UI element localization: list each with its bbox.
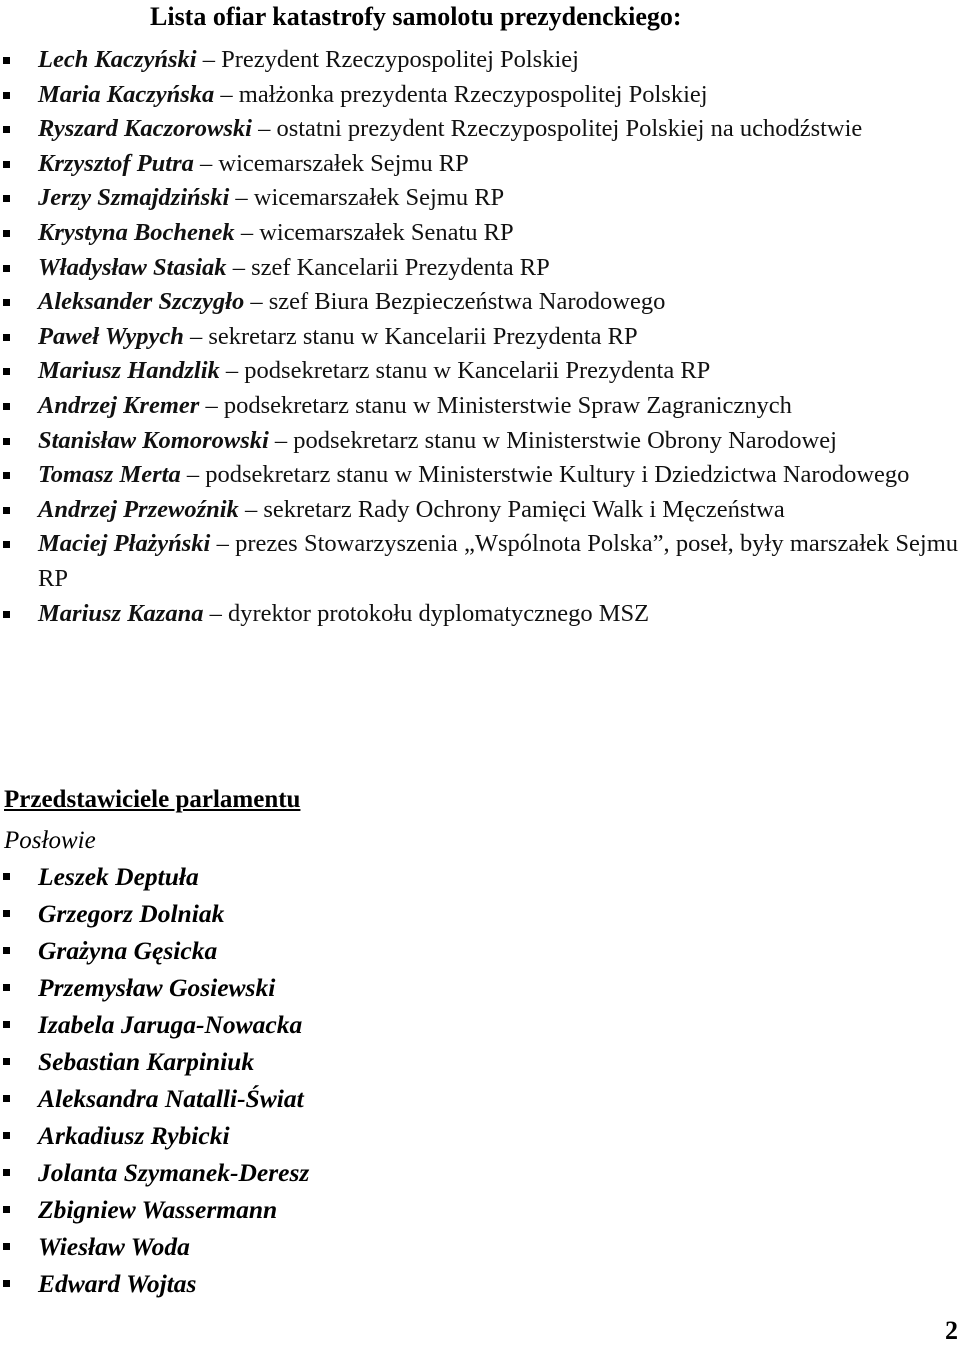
list-item <box>0 354 960 389</box>
list-item <box>0 458 960 493</box>
deputy-name: Jolanta Szymanek-Deresz <box>38 1158 310 1187</box>
deputy-name: Przemysław Gosiewski <box>38 973 276 1002</box>
deputy-name: Wiesław Woda <box>38 1232 190 1261</box>
deputy-name: Aleksandra Natalli-Świat <box>38 1084 304 1113</box>
square-bullet-icon <box>3 161 10 168</box>
dash-separator: – <box>189 322 203 350</box>
list-item <box>0 43 960 78</box>
deputy-name: Grzegorz Dolniak <box>38 899 225 928</box>
deputy-name: Sebastian Karpiniuk <box>38 1047 255 1076</box>
square-bullet-icon <box>3 230 10 237</box>
victim-role: podsekretarz stanu w Ministerstwie Kultury i Dziedzictwa Narodowego <box>205 461 910 489</box>
square-bullet-icon <box>3 873 10 880</box>
victim-name: Jerzy Szmajdziński <box>38 184 230 212</box>
square-bullet-icon <box>3 1280 10 1287</box>
victim-role: ostatni prezydent Rzeczypospolitej Polskiej na uchodźstwie <box>276 115 863 143</box>
dash-separator: – <box>235 184 248 212</box>
list-item <box>0 251 960 286</box>
square-bullet-icon <box>3 126 10 133</box>
victim-role: prezes Stowarzyszenia „Wspólnota Polska”, poseł, były marszałek Sejmu RP <box>38 530 959 592</box>
victim-name: Krzysztof Putra <box>38 149 194 177</box>
list-item <box>0 147 960 182</box>
dash-separator: – <box>274 426 288 454</box>
dash-separator: – <box>240 218 254 246</box>
square-bullet-icon <box>3 984 10 991</box>
dash-separator: – <box>202 46 215 73</box>
list-item <box>0 424 960 459</box>
victim-role: małżonka prezydenta Rzeczypospolitej Polskiej <box>238 80 708 108</box>
deputy-name: Leszek Deptuła <box>38 862 199 891</box>
dash-separator: – <box>216 530 229 558</box>
dash-separator: – <box>225 357 239 385</box>
victim-name: Tomasz Merta <box>38 461 181 489</box>
victim-role: szef Biura Bezpieczeństwa Narodowego <box>268 288 666 316</box>
dash-separator: – <box>244 495 258 523</box>
deputy-name: Edward Wojtas <box>38 1269 197 1298</box>
victim-role: Prezydent Rzeczypospolitej Polskiej <box>221 46 579 73</box>
list-item <box>0 181 960 216</box>
list-item <box>0 1043 960 1080</box>
square-bullet-icon <box>3 1206 10 1213</box>
victim-name: Stanisław Komorowski <box>38 426 269 454</box>
victim-name: Ryszard Kaczorowski <box>38 115 252 143</box>
list-item <box>0 112 960 147</box>
square-bullet-icon <box>3 368 10 375</box>
victim-role: dyrektor protokołu dyplomatycznego MSZ <box>227 599 650 627</box>
victim-name: Mariusz Handzlik <box>38 357 220 385</box>
square-bullet-icon <box>3 1243 10 1250</box>
square-bullet-icon <box>3 472 10 479</box>
square-bullet-icon <box>3 947 10 954</box>
list-item <box>0 1117 960 1154</box>
victim-name: Andrzej Kremer <box>38 391 200 419</box>
list-item <box>0 1154 960 1191</box>
list-item <box>0 493 960 528</box>
victim-name: Aleksander Szczygło <box>38 288 245 316</box>
page-title: Lista ofiar katastrofy samolotu prezydenckiego: <box>150 2 682 31</box>
victim-name: Lech Kaczyński <box>38 46 197 73</box>
parliament-section-heading: Przedstawiciele parlamentu <box>4 786 301 813</box>
dash-separator: – <box>220 80 233 108</box>
square-bullet-icon <box>3 57 10 64</box>
dash-separator: – <box>186 461 200 489</box>
list-item <box>0 1228 960 1265</box>
square-bullet-icon <box>3 1169 10 1176</box>
square-bullet-icon <box>3 265 10 272</box>
deputy-name: Izabela Jaruga-Nowacka <box>38 1010 303 1039</box>
list-item <box>0 78 960 113</box>
dash-separator: – <box>205 391 218 419</box>
square-bullet-icon <box>3 334 10 341</box>
list-item <box>0 858 960 895</box>
square-bullet-icon <box>3 507 10 514</box>
victim-role: podsekretarz stanu w Kancelarii Prezydenta RP <box>244 357 711 385</box>
list-item <box>0 1265 960 1302</box>
victim-role: wicemarszałek Sejmu RP <box>218 149 469 177</box>
square-bullet-icon <box>3 1132 10 1139</box>
square-bullet-icon <box>3 611 10 618</box>
victim-role: sekretarz Rady Ochrony Pamięci Walk i Męczeństwa <box>263 495 785 523</box>
dash-separator: – <box>232 253 245 281</box>
dash-separator: – <box>258 115 271 143</box>
list-item <box>0 1006 960 1043</box>
square-bullet-icon <box>3 910 10 917</box>
list-item <box>0 895 960 932</box>
deputies-list <box>0 858 960 1302</box>
list-item <box>0 389 960 424</box>
list-item <box>0 1080 960 1117</box>
deputy-name: Grażyna Gęsicka <box>38 936 218 965</box>
list-item <box>0 597 960 632</box>
square-bullet-icon <box>3 195 10 202</box>
officials-list <box>0 43 960 631</box>
deputy-name: Arkadiusz Rybicki <box>38 1121 230 1150</box>
list-item <box>0 216 960 251</box>
victim-name: Maria Kaczyńska <box>38 80 215 108</box>
dash-separator: – <box>250 288 263 316</box>
deputy-name: Zbigniew Wassermann <box>38 1195 278 1224</box>
victim-role: sekretarz stanu w Kancelarii Prezydenta RP <box>208 322 638 350</box>
dash-separator: – <box>200 149 213 177</box>
square-bullet-icon <box>3 1095 10 1102</box>
list-item <box>0 1191 960 1228</box>
list-item <box>0 285 960 320</box>
victim-role: wicemarszałek Sejmu RP <box>253 184 505 212</box>
victim-name: Mariusz Kazana <box>38 599 204 627</box>
victim-name: Maciej Płażyński <box>38 530 211 558</box>
list-item <box>0 932 960 969</box>
square-bullet-icon <box>3 1021 10 1028</box>
victim-name: Paweł Wypych <box>38 322 184 350</box>
list-item <box>0 527 960 596</box>
square-bullet-icon <box>3 403 10 410</box>
victim-role: podsekretarz stanu w Ministerstwie Spraw Zagranicznych <box>223 391 792 419</box>
dash-separator: – <box>209 599 222 627</box>
victim-name: Władysław Stasiak <box>38 253 227 281</box>
page-number: 2 <box>945 1316 958 1345</box>
list-item <box>0 969 960 1006</box>
victim-name: Andrzej Przewoźnik <box>38 495 239 523</box>
square-bullet-icon <box>3 438 10 445</box>
victim-name: Krystyna Bochenek <box>38 218 235 246</box>
square-bullet-icon <box>3 92 10 99</box>
square-bullet-icon <box>3 1058 10 1065</box>
square-bullet-icon <box>3 541 10 548</box>
deputies-subheading: Posłowie <box>4 827 96 854</box>
square-bullet-icon <box>3 299 10 306</box>
victim-role: wicemarszałek Senatu RP <box>259 218 514 246</box>
victim-role: podsekretarz stanu w Ministerstwie Obrony Narodowej <box>293 426 837 454</box>
list-item <box>0 320 960 355</box>
victim-role: szef Kancelarii Prezydenta RP <box>251 253 550 281</box>
